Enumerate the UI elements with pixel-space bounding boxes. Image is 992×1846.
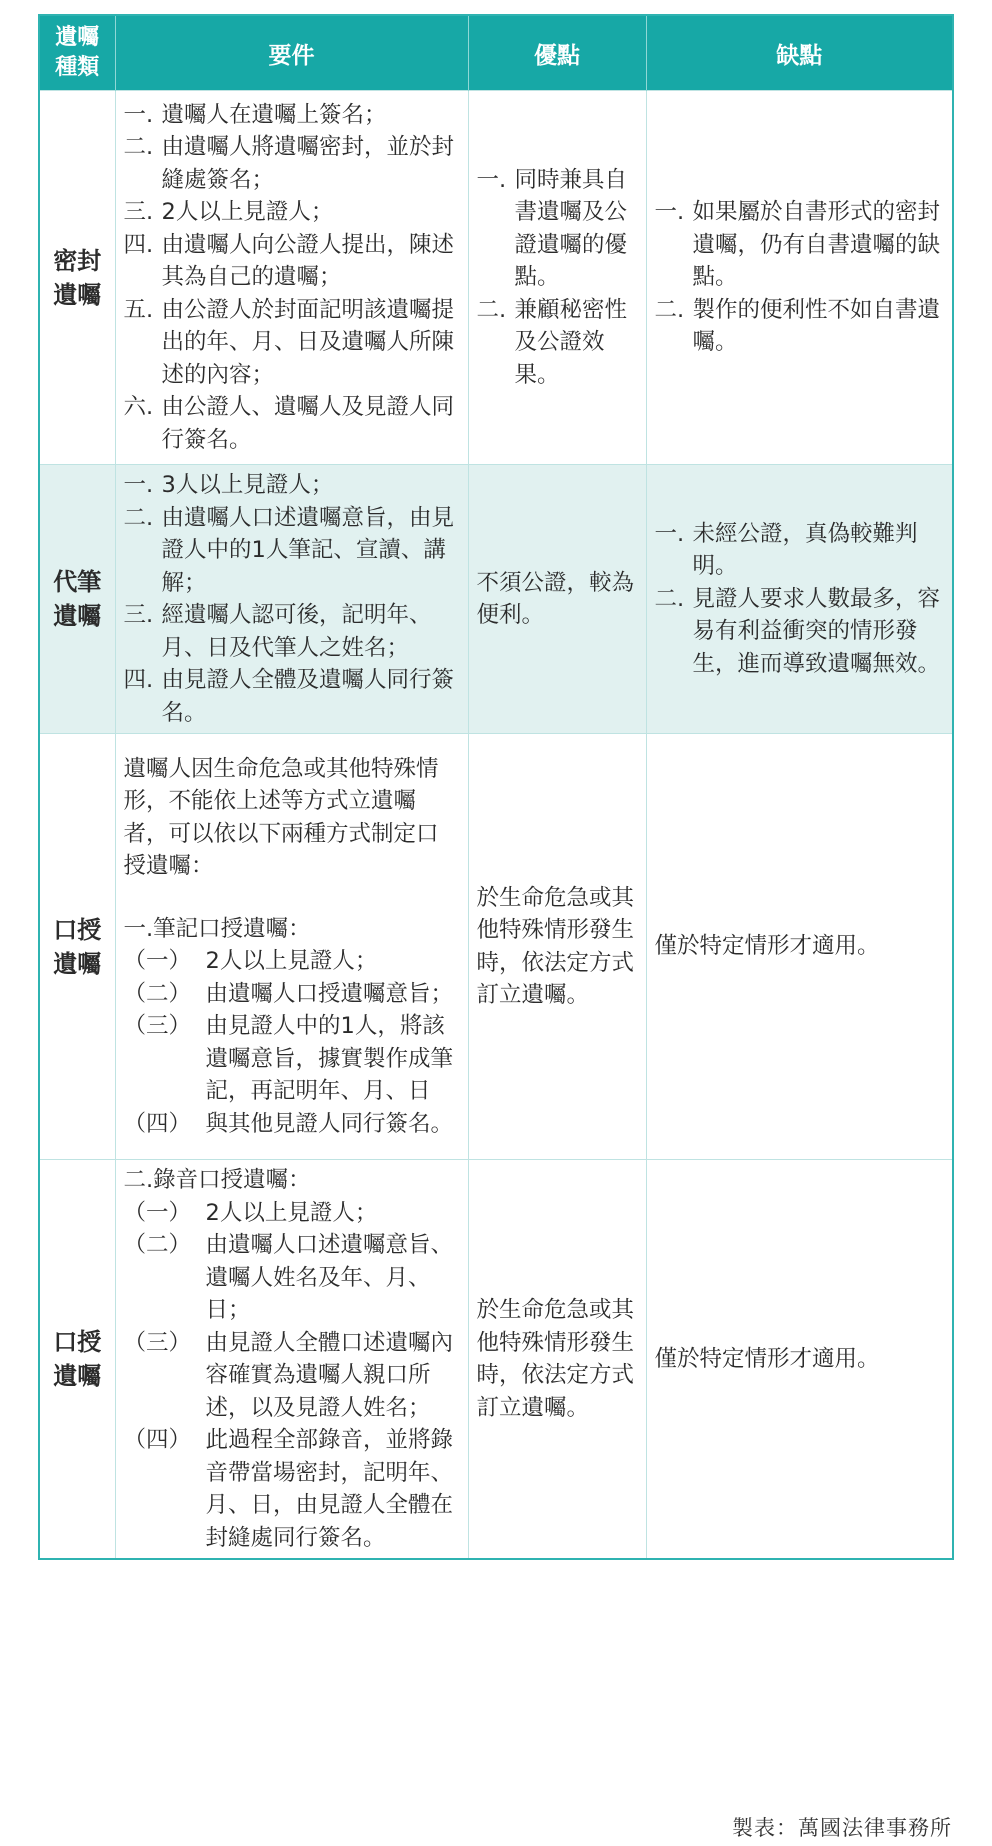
table-row-dictated-will xyxy=(39,465,953,734)
disadvantages-cell xyxy=(646,91,953,465)
oral-will-intro: 遺囑人因生命危急或其他特殊情形，不能依上述等方式立遺囑者，可以依以下兩種方式制定口授遺囑： xyxy=(123,755,439,880)
header-disadvantages: 缺點 xyxy=(646,15,953,91)
disadvantages-list xyxy=(655,196,945,359)
method-steps-list xyxy=(124,1197,460,1555)
requirements-cell xyxy=(115,465,468,734)
method-title: 二.錄音口授遺囑： xyxy=(123,1167,311,1193)
requirements-list xyxy=(124,99,460,457)
list-item xyxy=(655,294,945,359)
list-item-marker: 三. xyxy=(123,199,154,226)
list-item-text: 如果屬於自書形式的密封遺囑，仍有自書遺囑的缺點。 xyxy=(692,199,941,291)
will-type-cell: 密封 遺囑 xyxy=(39,91,115,465)
list-item xyxy=(124,469,460,502)
requirements-cell xyxy=(115,1160,468,1560)
requirements-list xyxy=(124,469,460,729)
advantages-cell: 不須公證，較為便利。 xyxy=(468,465,646,734)
list-item-text: 由遺囑人口述遺囑意旨，由見證人中的1人筆記、宣讀、講解； xyxy=(161,504,455,596)
list-item xyxy=(124,599,460,664)
list-item xyxy=(655,518,945,583)
list-item xyxy=(124,1010,460,1108)
list-item-text: 2人以上見證人； xyxy=(205,1199,378,1226)
list-item-marker: 一. xyxy=(123,101,154,128)
method-title: 一.筆記口授遺囑： xyxy=(123,915,311,942)
table-row-sealed-will xyxy=(39,91,953,465)
list-item-text: 經遺囑人認可後，記明年、月、日及代筆人之姓名； xyxy=(161,602,432,661)
header-requirements: 要件 xyxy=(115,15,468,91)
list-item xyxy=(124,229,460,294)
advantages-cell: 於生命危急或其他特殊情形發生時，依法定方式訂立遺囑。 xyxy=(468,1160,646,1560)
list-item-marker: （三） xyxy=(123,1013,192,1040)
requirements-cell xyxy=(115,91,468,465)
list-item-text: 遺囑人在遺囑上簽名； xyxy=(161,101,387,128)
table-row-oral-will-notes xyxy=(39,734,953,1160)
paragraph-gap xyxy=(124,883,460,913)
list-item xyxy=(124,945,460,978)
list-item-text: 由見證人全體口述遺囑內容確實為遺囑人親口所述，以及見證人姓名； xyxy=(205,1329,454,1421)
list-item-marker: 二. xyxy=(476,296,507,323)
list-item xyxy=(124,196,460,229)
list-item-marker: （一） xyxy=(123,1199,192,1226)
list-item-text: 此過程全部錄音，並將錄音帶當場密封，記明年、月、日，由見證人全體在封縫處同行簽名。 xyxy=(205,1427,454,1551)
disadvantages-list xyxy=(655,518,945,681)
list-item-text: 由遺囑人口述遺囑意旨、遺囑人姓名及年、月、日； xyxy=(205,1232,454,1323)
advantages-cell: 於生命危急或其他特殊情形發生時，依法定方式訂立遺囑。 xyxy=(468,734,646,1160)
table-credit: 製表：萬國法律事務所 xyxy=(732,1816,952,1840)
list-item-text: 未經公證，真偽較難判明。 xyxy=(692,520,918,580)
list-item-marker: （四） xyxy=(123,1110,192,1137)
list-item xyxy=(124,131,460,196)
list-item-marker: 一. xyxy=(654,199,685,226)
list-item xyxy=(124,502,460,600)
list-item-text: 與其他見證人同行簽名。 xyxy=(205,1110,454,1137)
list-item-text: 由見證人全體及遺囑人同行簽名。 xyxy=(161,667,455,726)
list-item-text: 兼顧秘密性及公證效果。 xyxy=(514,296,628,388)
list-item xyxy=(655,196,945,294)
list-item-marker: 二. xyxy=(123,504,154,531)
list-item-marker: 一. xyxy=(123,472,154,498)
list-item-text: 由遺囑人向公證人提出，陳述其為自己的遺囑； xyxy=(161,231,455,291)
list-item xyxy=(124,294,460,392)
list-item-text: 由見證人中的1人，將該遺囑意旨，據實製作成筆記，再記明年、月、日 xyxy=(205,1013,454,1105)
list-item-text: 同時兼具自書遺囑及公證遺囑的優點。 xyxy=(514,166,628,291)
list-item xyxy=(124,1108,460,1141)
will-types-table xyxy=(38,14,954,1560)
list-item-marker: （一） xyxy=(123,948,192,975)
disadvantages-cell: 僅於特定情形才適用。 xyxy=(646,734,953,1160)
list-item-marker: （三） xyxy=(123,1329,192,1356)
list-item xyxy=(124,1229,460,1327)
list-item-text: 2人以上見證人； xyxy=(205,948,378,975)
list-item xyxy=(124,664,460,729)
will-type-cell: 口授 遺囑 xyxy=(39,1160,115,1560)
list-item-marker: 一. xyxy=(654,520,685,547)
header-will-type: 遺囑 種類 xyxy=(39,15,115,91)
list-item-marker: 四. xyxy=(123,231,154,258)
list-item-text: 由遺囑人口授遺囑意旨； xyxy=(205,980,454,1007)
list-item-marker: 一. xyxy=(476,166,507,193)
list-item-text: 由公證人於封面記明該遺囑提出的年、月、日及遺囑人所陳述的內容； xyxy=(161,296,455,388)
disadvantages-cell: 僅於特定情形才適用。 xyxy=(646,1160,953,1560)
will-comparison-page xyxy=(38,14,952,1560)
list-item-text: 由遺囑人將遺囑密封，並於封縫處簽名； xyxy=(161,134,455,193)
list-item xyxy=(124,1197,460,1230)
header-advantages: 優點 xyxy=(468,15,646,91)
will-type-cell: 口授 遺囑 xyxy=(39,734,115,1160)
list-item-marker: 三. xyxy=(123,602,154,628)
list-item-marker: 二. xyxy=(654,585,685,612)
table-row-oral-will-recording xyxy=(39,1160,953,1560)
table-header-row xyxy=(39,15,953,91)
list-item-marker: （四） xyxy=(123,1427,192,1453)
list-item-text: 由公證人、遺囑人及見證人同行簽名。 xyxy=(161,394,455,453)
list-item-marker: （二） xyxy=(123,980,192,1007)
advantages-list xyxy=(477,164,638,392)
list-item-marker: 五. xyxy=(123,296,154,323)
method-steps-list xyxy=(124,945,460,1140)
list-item-text: 3人以上見證人； xyxy=(161,472,334,498)
requirements-cell xyxy=(115,734,468,1160)
list-item-marker: 四. xyxy=(123,667,154,693)
disadvantages-cell xyxy=(646,465,953,734)
list-item xyxy=(124,1424,460,1554)
list-item xyxy=(477,294,638,392)
list-item-text: 見證人要求人數最多，容易有利益衝突的情形發生，進而導致遺囑無效。 xyxy=(692,585,941,677)
list-item-marker: 二. xyxy=(654,296,685,323)
will-type-cell: 代筆 遺囑 xyxy=(39,465,115,734)
list-item xyxy=(124,99,460,132)
list-item xyxy=(477,164,638,294)
list-item xyxy=(655,583,945,681)
list-item-marker: 二. xyxy=(123,134,154,161)
list-item-marker: 六. xyxy=(123,394,154,421)
list-item-text: 2人以上見證人； xyxy=(161,199,334,226)
advantages-cell xyxy=(468,91,646,465)
list-item xyxy=(124,978,460,1011)
list-item-text: 製作的便利性不如自書遺囑。 xyxy=(692,296,941,356)
list-item-marker: （二） xyxy=(123,1232,192,1258)
list-item xyxy=(124,391,460,456)
list-item xyxy=(124,1327,460,1425)
